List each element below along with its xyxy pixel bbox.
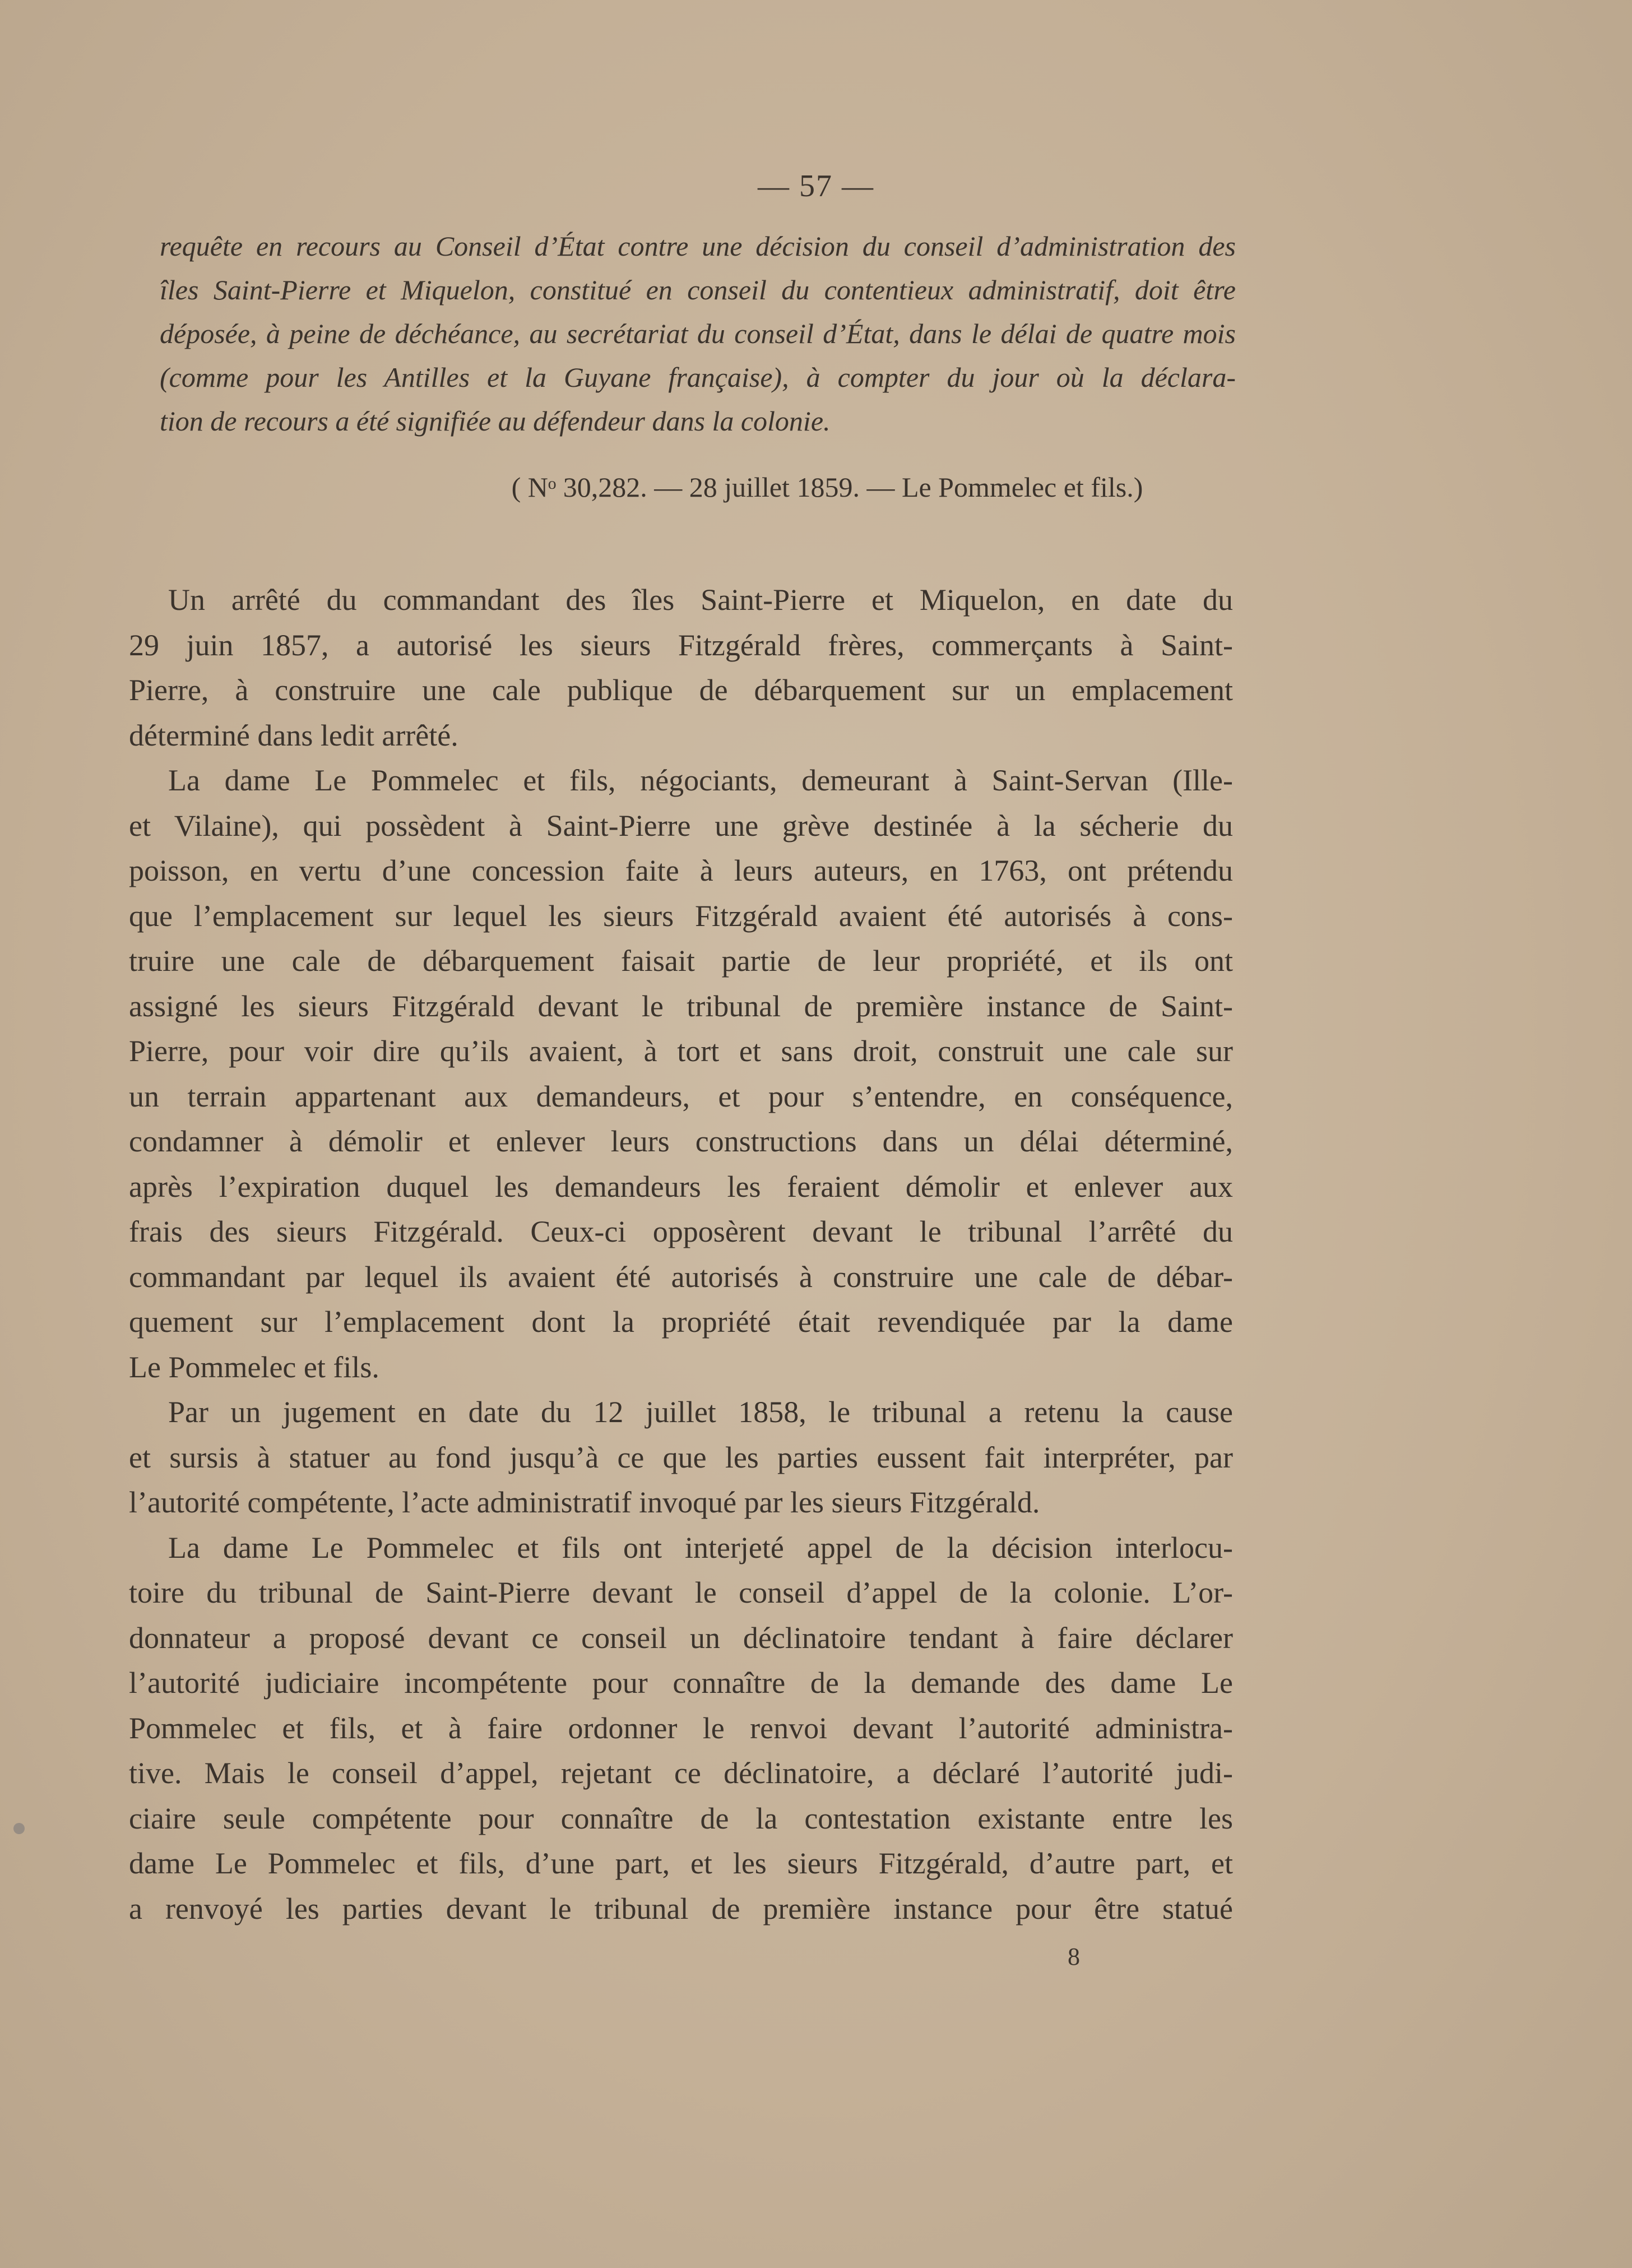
body-line: dame Le Pommelec et fils, d’une part, et les sieurs Fitzgérald, d’autre part, et — [129, 1846, 1233, 1880]
body-line: Un arrêté du commandant des îles Saint-Pierre et Miquelon, en date du — [168, 583, 1233, 617]
body-line: l’autorité compétente, l’acte administratif invoqué par les sieurs Fitzgérald. — [129, 1485, 1040, 1519]
case-citation: ( Nᵒ 30,282. — 28 juillet 1859. — Le Pommelec et fils.) — [511, 471, 1143, 503]
body-line: Pierre, à construire une cale publique de débarquement sur un emplacement — [129, 673, 1233, 707]
body-text — [129, 577, 1233, 1931]
body-line: toire du tribunal de Saint-Pierre devant le conseil d’appel de la colonie. L’or- — [129, 1576, 1233, 1609]
body-line: donnateur a proposé devant ce conseil un déclinatoire tendant à faire déclarer — [129, 1621, 1233, 1655]
body-line: Pommelec et fils, et à faire ordonner le renvoi devant l’autorité administra- — [129, 1711, 1233, 1745]
body-line: 29 juin 1857, a autorisé les sieurs Fitzgérald frères, commerçants à Saint- — [129, 628, 1233, 662]
body-line: La dame Le Pommelec et fils ont interjeté appel de la décision interlocu- — [168, 1530, 1233, 1565]
body-line: que l’emplacement sur lequel les sieurs Fitzgérald avaient été autorisés à cons- — [129, 899, 1233, 933]
body-line: quement sur l’emplacement dont la propriété était revendiquée par la dame — [129, 1305, 1233, 1339]
body-line: ciaire seule compétente pour connaître de la contestation existante entre les — [129, 1801, 1233, 1835]
body-line: Pierre, pour voir dire qu’ils avaient, à tort et sans droit, construit une cale sur — [129, 1034, 1233, 1068]
summary-line: (comme pour les Antilles et la Guyane française), à compter du jour où la déclara- — [160, 362, 1236, 393]
body-line: et Vilaine), qui possèdent à Saint-Pierre une grève destinée à la sécherie du — [129, 808, 1233, 843]
binding-hole-mark — [13, 1823, 25, 1834]
body-line: Par un jugement en date du 12 juillet 1858, le tribunal a retenu la cause — [168, 1395, 1233, 1429]
body-line: commandant par lequel ils avaient été autorisés à construire une cale de débar- — [129, 1260, 1233, 1294]
body-line: assigné les sieurs Fitzgérald devant le tribunal de première instance de Saint- — [129, 989, 1233, 1023]
signature-mark: 8 — [1068, 1943, 1080, 1970]
page-number: — 57 — — [758, 169, 874, 203]
body-line: et sursis à statuer au fond jusqu’à ce que les parties eussent fait interpréter, par — [129, 1440, 1233, 1474]
body-line: après l’expiration duquel les demandeurs les feraient démolir et enlever aux — [129, 1169, 1233, 1204]
body-line: un terrain appartenant aux demandeurs, et pour s’entendre, en conséquence, — [129, 1079, 1233, 1113]
body-line: La dame Le Pommelec et fils, négociants, demeurant à Saint-Servan (Ille- — [168, 763, 1233, 797]
summary-line: tion de recours a été signifiée au défendeur dans la colonie. — [160, 405, 831, 437]
body-line: Le Pommelec et fils. — [129, 1350, 379, 1384]
summary-line: requête en recours au Conseil d’État contre une décision du conseil d’administration des — [160, 230, 1236, 262]
body-line: condamner à démolir et enlever leurs constructions dans un délai déterminé, — [129, 1124, 1233, 1158]
body-line: poisson, en vertu d’une concession faite à leurs auteurs, en 1763, ont prétendu — [129, 854, 1233, 887]
body-line: truire une cale de débarquement faisait partie de leur propriété, et ils ont — [129, 944, 1233, 978]
case-summary — [160, 224, 1236, 443]
body-line: déterminé dans ledit arrêté. — [129, 718, 458, 752]
body-line: tive. Mais le conseil d’appel, rejetant ce déclinatoire, a déclaré l’autorité judi- — [129, 1756, 1233, 1790]
body-line: frais des sieurs Fitzgérald. Ceux-ci opposèrent devant le tribunal l’arrêté du — [129, 1215, 1233, 1248]
body-line: l’autorité judiciaire incompétente pour connaître de la demande des dame Le — [129, 1666, 1233, 1700]
body-line: a renvoyé les parties devant le tribunal de première instance pour être statué — [129, 1891, 1233, 1926]
summary-line: déposée, à peine de déchéance, au secrétariat du conseil d’État, dans le délai de quatre mois — [160, 318, 1236, 349]
summary-line: îles Saint-Pierre et Miquelon, constitué en conseil du contentieux administratif, doit être — [160, 274, 1236, 306]
